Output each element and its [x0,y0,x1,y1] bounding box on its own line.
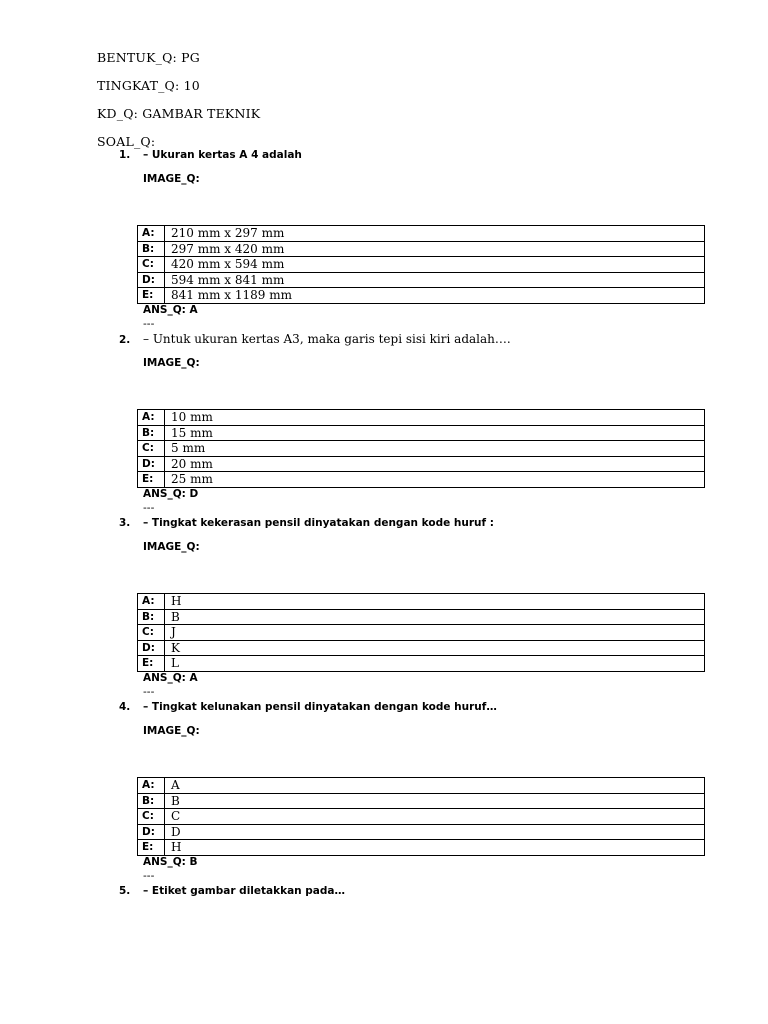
option-value: 10 mm [165,410,705,426]
meta-bentuk: BENTUK_Q: PG [97,50,200,65]
option-row [138,425,705,441]
option-key: C: [138,625,165,641]
option-key: D: [138,272,165,288]
option-value: L [165,656,705,672]
option-key: D: [138,640,165,656]
option-value: 594 mm x 841 mm [165,272,705,288]
option-key: B: [138,425,165,441]
question-number: 1. [119,149,131,161]
option-value: 841 mm x 1189 mm [165,288,705,304]
option-value: J [165,625,705,641]
option-key: E: [138,472,165,488]
option-row [138,472,705,488]
answer-key: ANS_Q: A [143,672,198,684]
options-table [137,777,705,856]
option-row [138,594,705,610]
question-text: – Etiket gambar diletakkan pada… [143,885,345,897]
option-row [138,410,705,426]
option-row [138,288,705,304]
option-row [138,456,705,472]
option-key: D: [138,456,165,472]
option-value: K [165,640,705,656]
question-text: – Tingkat kekerasan pensil dinyatakan dengan kode huruf : [143,517,494,529]
separator: --- [143,686,155,698]
option-key: E: [138,288,165,304]
question-text: – Ukuran kertas A 4 adalah [143,149,302,161]
option-value: C [165,809,705,825]
option-key: C: [138,257,165,273]
option-value: 5 mm [165,441,705,457]
option-row [138,257,705,273]
option-row [138,809,705,825]
options-table [137,409,705,488]
options-table [137,225,705,304]
option-value: H [165,594,705,610]
question-number: 4. [119,701,131,713]
option-key: D: [138,824,165,840]
meta-kd: KD_Q: GAMBAR TEKNIK [97,106,261,121]
option-key: C: [138,809,165,825]
meta-soal: SOAL_Q: [97,134,156,149]
option-key: B: [138,793,165,809]
question-text: – Tingkat kelunakan pensil dinyatakan dengan kode huruf… [143,701,497,713]
option-row [138,241,705,257]
option-key: B: [138,609,165,625]
option-value: 297 mm x 420 mm [165,241,705,257]
option-row [138,656,705,672]
separator: --- [143,318,155,330]
option-key: A: [138,778,165,794]
question-number: 5. [119,885,131,897]
option-key: E: [138,656,165,672]
option-value: A [165,778,705,794]
option-row [138,778,705,794]
options-table [137,593,705,672]
option-value: 20 mm [165,456,705,472]
question-number: 2. [119,334,131,346]
option-key: C: [138,441,165,457]
option-value: 210 mm x 297 mm [165,226,705,242]
option-key: B: [138,241,165,257]
option-row [138,824,705,840]
option-row [138,640,705,656]
option-row [138,441,705,457]
option-row [138,272,705,288]
option-key: A: [138,594,165,610]
option-key: E: [138,840,165,856]
question-number: 3. [119,517,131,529]
image-label: IMAGE_Q: [143,173,200,185]
image-label: IMAGE_Q: [143,541,200,553]
question-text: – Untuk ukuran kertas A3, maka garis tepi sisi kiri adalah…. [143,332,511,346]
option-value: 15 mm [165,425,705,441]
option-row [138,793,705,809]
separator: --- [143,870,155,882]
option-value: 25 mm [165,472,705,488]
image-label: IMAGE_Q: [143,725,200,737]
option-row [138,226,705,242]
image-label: IMAGE_Q: [143,357,200,369]
option-value: 420 mm x 594 mm [165,257,705,273]
answer-key: ANS_Q: A [143,304,198,316]
option-value: D [165,824,705,840]
meta-tingkat: TINGKAT_Q: 10 [97,78,200,93]
option-key: A: [138,226,165,242]
option-row [138,625,705,641]
answer-key: ANS_Q: B [143,856,198,868]
answer-key: ANS_Q: D [143,488,199,500]
option-value: B [165,609,705,625]
option-row [138,840,705,856]
option-key: A: [138,410,165,426]
option-value: B [165,793,705,809]
separator: --- [143,502,155,514]
option-row [138,609,705,625]
option-value: H [165,840,705,856]
